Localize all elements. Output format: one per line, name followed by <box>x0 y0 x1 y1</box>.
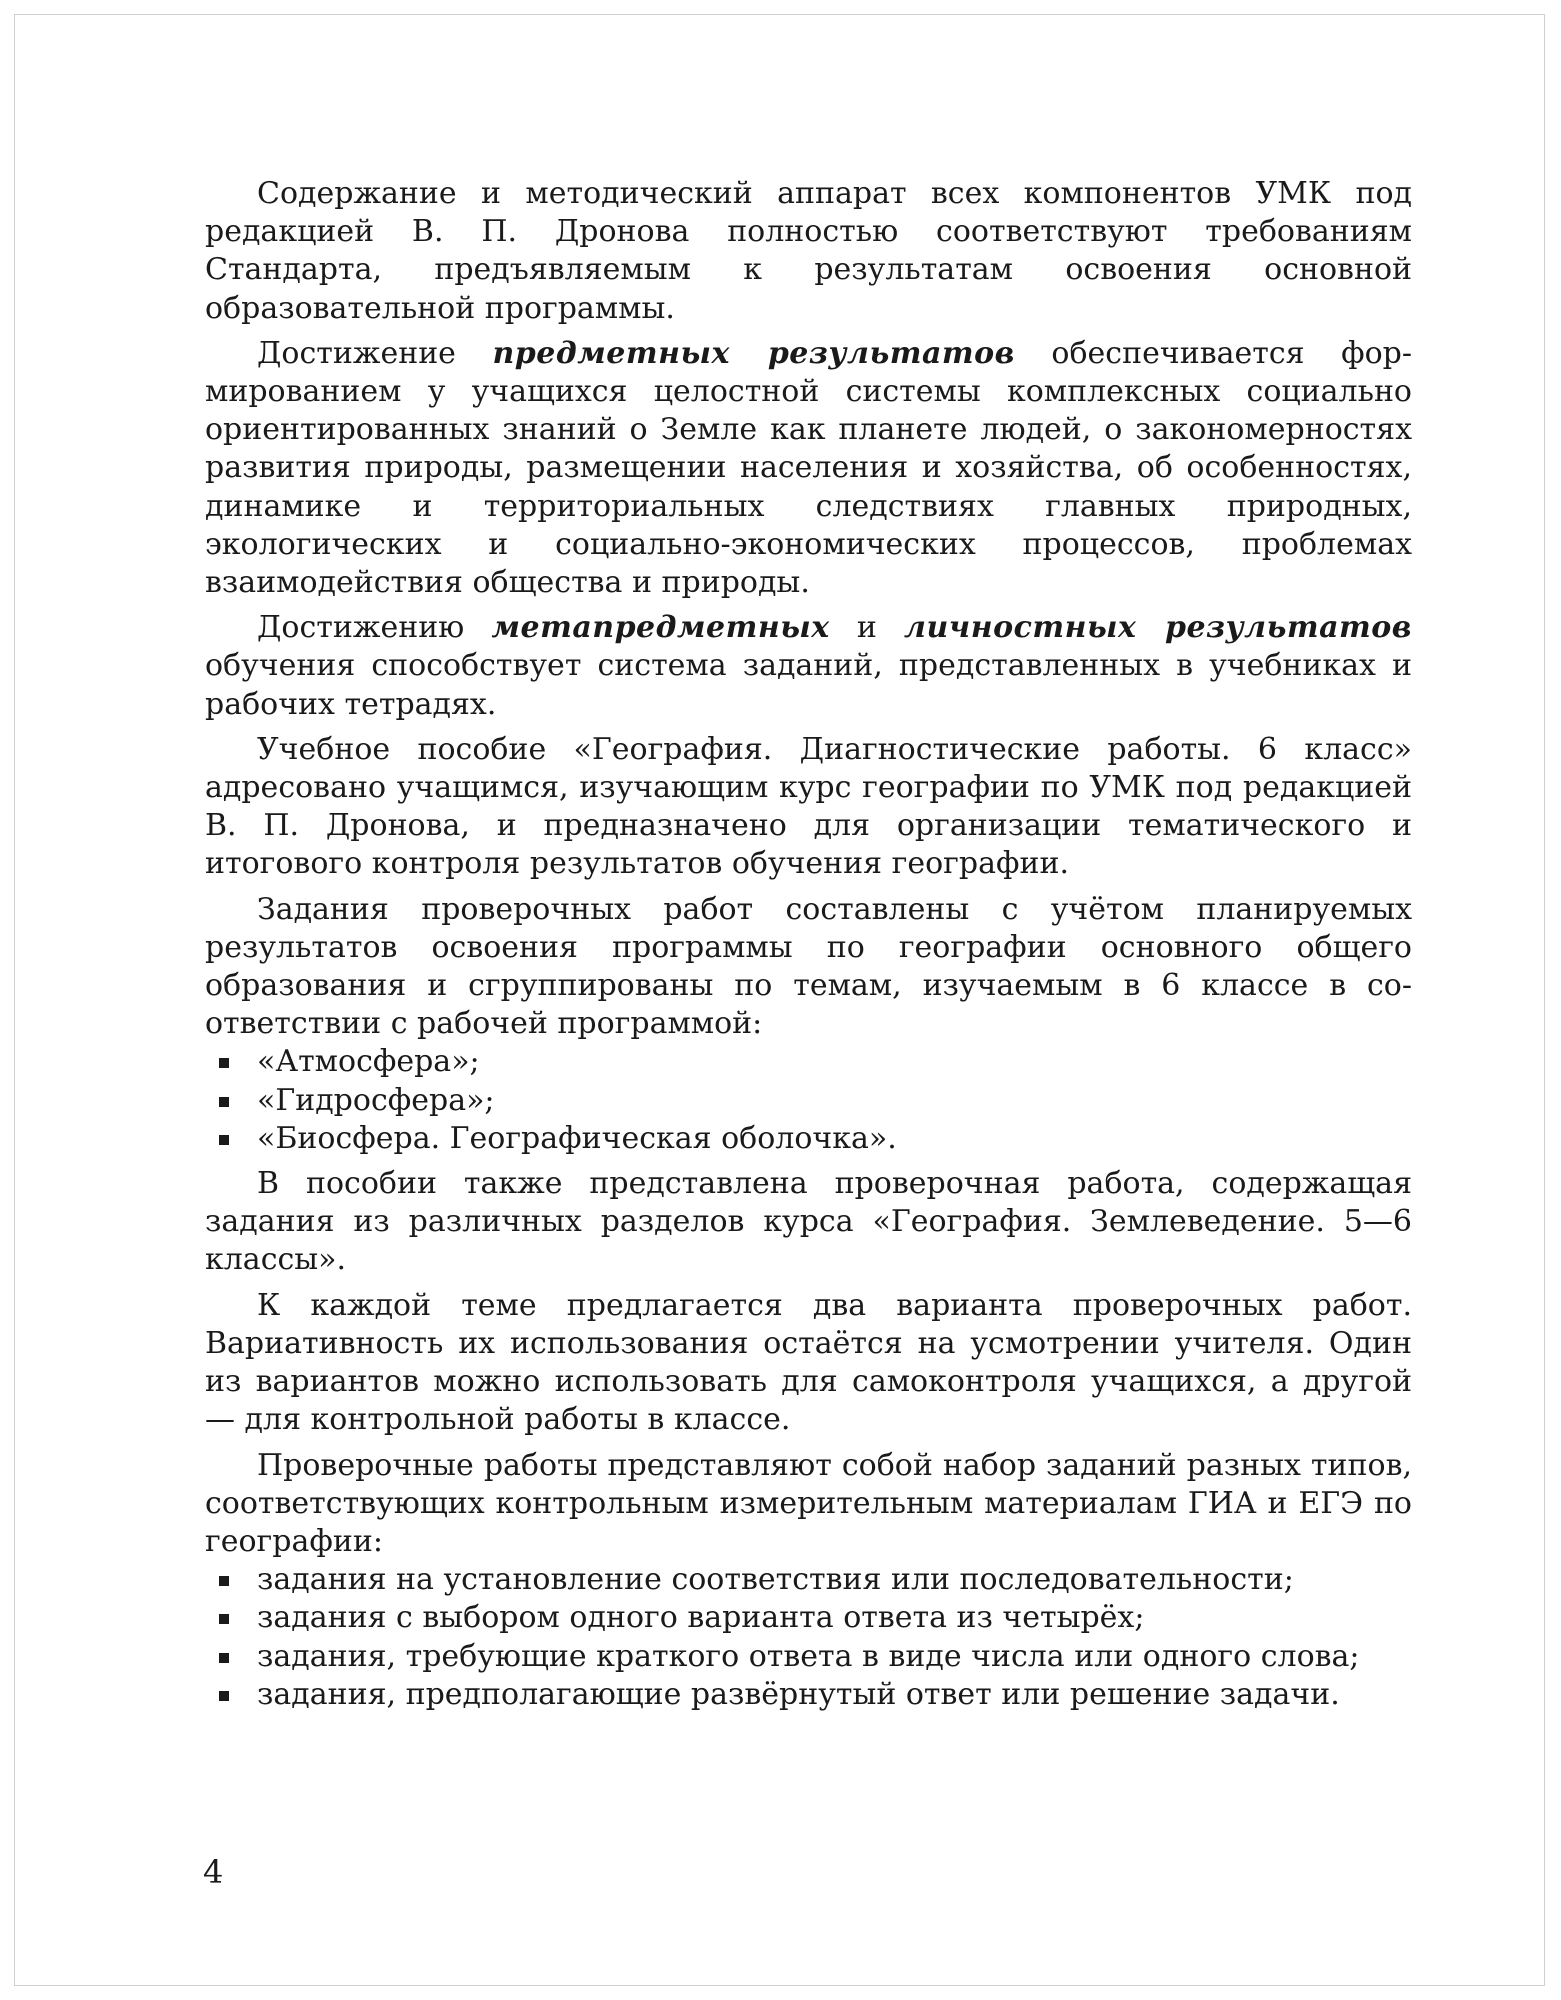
list-item: задания с выбором одного варианта ответа из четырёх; <box>205 1599 1412 1637</box>
body-text <box>205 175 1412 1714</box>
text-run: и <box>829 610 904 646</box>
paragraph-subject-results <box>205 335 1412 602</box>
topics-list <box>205 1043 1412 1158</box>
text-run: Достижению <box>257 610 492 646</box>
text-run: Достижение <box>257 335 493 371</box>
paragraph-tasks: Задания проверочных работ составлены с учётом планируемых результатов освоения программы по географии основного общего образования и сгруппированы по темам, изучаемым в 6 классе в соответствии с рабочей программой: <box>205 891 1412 1042</box>
paragraph-task-types: Проверочные работы представляют собой набор заданий разных типов, соответствующих контрольным измерительным материалам ГИА и ЕГЭ по географии: <box>205 1447 1412 1559</box>
paragraph-intro: Содержание и методический аппарат всех компонентов УМК под редакцией В. П. Дронова полностью соответствуют требованиям Стандарта, предъявляемым к результатам освоения основной образовательной программы. <box>205 176 1412 326</box>
list-item: задания на установление соответствия или последовательности; <box>205 1561 1412 1599</box>
paragraph-manual: Учебное пособие «География. Диагностические работы. 6 класс» адресовано учащимся, изучающим курс географии по УМК под редакцией В. П. Дронова, и предназначено для организации тематического и итогового контроля результатов обучения географии. <box>205 731 1412 882</box>
paragraph-meta-results <box>205 609 1412 724</box>
emphasis-meta-results: метапредметных <box>491 610 830 646</box>
list-item: задания, требующие краткого ответа в виде числа или одного слова; <box>205 1638 1412 1676</box>
page-number: 4 <box>203 1853 224 1891</box>
task-types-list <box>205 1561 1412 1714</box>
emphasis-subject-results: предметных результатов <box>492 335 1015 371</box>
text-run: обеспечивается формированием у учащихся целостной системы комплексных социально ориентированных знаний о Земле как планете людей, о закономерностях развития природы, размещении населения и хозяйства, об особенностях, динамике и территориальных следствиях главных природных, экологических и социально-экономических процессов, проблемах взаимодействия общества и природы. <box>205 335 1412 601</box>
list-item: задания, предполагающие развёрнутый ответ или решение задачи. <box>205 1676 1412 1714</box>
text-run: обучения способствует система заданий, представленных в учебниках и рабочих тетрадях. <box>205 648 1412 722</box>
list-item: «Биосфера. Географическая оболочка». <box>205 1120 1412 1158</box>
page <box>14 14 1545 1986</box>
emphasis-personal-results: личностных результатов <box>904 610 1413 646</box>
paragraph-variants: К каждой теме предлагается два варианта проверочных работ. Вариативность их использования остаётся на усмотрении учителя. Один из вариантов можно использовать для самоконтроля учащихся, а другой — для контрольной работы в классе. <box>205 1287 1412 1438</box>
list-item: «Атмосфера»; <box>205 1043 1412 1081</box>
paragraph-extra-work: В пособии также представлена проверочная работа, содержащая задания из различных разделов курса «География. Землеведение. 5—6 классы». <box>205 1166 1412 1278</box>
list-item: «Гидросфера»; <box>205 1082 1412 1120</box>
